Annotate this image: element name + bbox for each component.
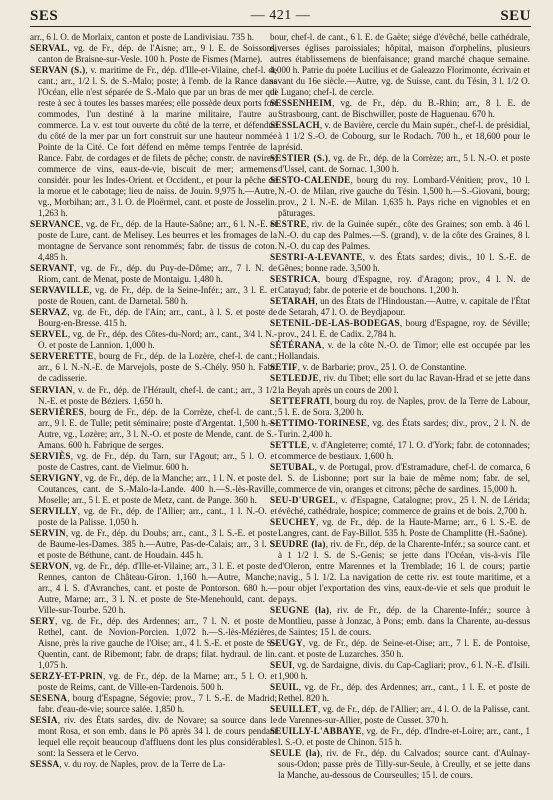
dictionary-entry — [270, 539, 530, 605]
entry-headword: SESSLACH — [270, 120, 320, 131]
entry-text: , vg. de Fr., dép. du Tarn, sur l'Agout; arr., 5 l. O. et poste de Castres, cant. de Vielmur. 600 h. — [38, 450, 277, 472]
entry-text: , riv. du Tibet; elle sort du lac Ravan-Hrad et se jette dans la Beyah après un cours de 200 l. — [278, 373, 530, 395]
dictionary-entry — [270, 495, 530, 517]
entry-text: , riv. de Fr., dép. de la Charente-Infér.; source à Montlieu, passe à Jonzac, à Pons; emb. dans la Charente, au-dessus de Saintes; 15 l. de cours. — [278, 604, 530, 637]
entry-headword: SEUGY — [270, 637, 303, 648]
dictionary-entry — [30, 616, 277, 671]
entry-text: , riv. des États sardes, div. de Novare; sa source dans le mont Rosa, et son emb. dans le Pô après 34 l. de cours pendant lequel elle reçoit beaucoup d'affluens dont les plus considérables sont: la Sessera et le Cervo. — [38, 714, 277, 759]
dictionary-entry — [270, 219, 530, 252]
entry-text: , vg. des États sardes; div., prov., 2 l. N. de Turin. 2,400 h. — [278, 417, 530, 439]
entry-text: , vg. de Fr., dép. de l'Allier; arr., 4 l. O. de la Palisse, cant. de Varennes-sur-Allier, poste de Cusset. 370 h. — [278, 703, 530, 725]
entry-headword: SETLEDJE — [270, 373, 319, 384]
entry-headword: SEUILLET — [270, 703, 318, 714]
entry-text: , riv. de la Guinée supér., côte des Graines; son emb. à 46 l. N.-O. du cap des Palmes.—S. (grand), v. de la côte des Graines, 8 l. N.-O. du cap des Palmes. — [278, 219, 530, 252]
entry-text: , v. des États sardes; divis., 10 l. S.-E. de Gênes; bonne rade. 3,500 h. — [278, 252, 530, 274]
entry-text: , bourg d'Espagne, Ségovie; prov., 7 l. S.-E. de Madrid; fabr. d'eau-de-vie; source salée. 1,850 h. — [38, 692, 277, 714]
entry-text: , v. de Barbarie; prov., 25 l. O. de Constantine. — [297, 362, 467, 373]
entry-headword: SEUILLY-L'ABBAYE — [270, 725, 362, 736]
entry-text: , vg. de Fr., dép. de la Marne; arr., 5 l. O. et poste de Reims, cant. de Ville-en-Tardenois. 500 h. — [38, 670, 277, 692]
entry-text: , un des États de l'Hindoustan.—Autre, v. capitale de l'État de Setarah, 47 l. O. de Beydjapour. — [278, 296, 530, 318]
entry-headword: SEUIL — [270, 681, 299, 692]
entry-text: , vg. de Fr., dép. de l'Allier; arr., cant., 1 l. N.-O. et poste de la Palisse. 1,050 h. — [38, 505, 277, 527]
entry-headword: SERVIÈS — [30, 450, 71, 461]
entry-text: , vg. de Fr., dép. des Ardennes; arr., 7 l. N. et poste de Rethel, cant. de Novion-Porcien. 1,072 h.—S.-lès-Mézières, Aisne, près la rive gauche de l'Oise; arr., 4 l. S.-E. et poste de S.-Quentin, cant. de Ribemont; fabr. de draps; filat. hydraul. de lin. 1,075 h. — [38, 615, 277, 670]
left-column — [30, 32, 277, 790]
page-number: — 421 — — [250, 8, 311, 23]
dictionary-entry — [30, 715, 277, 759]
entry-headword: SERY — [30, 615, 56, 626]
dictionary-entry — [270, 120, 530, 153]
entry-headword: SERVERETTE — [30, 351, 94, 362]
entry-headword: SERVAL — [30, 43, 68, 54]
dictionary-entry — [30, 561, 277, 616]
entry-headword: SERVAN (S.) — [30, 65, 86, 76]
entry-text: , vg. de Fr., dép. de Seine-et-Oise; arr., 7 l. E. de Pontoise, cant. et poste de Luzarches. 350 h. — [278, 637, 530, 659]
running-header — [30, 8, 531, 27]
entry-text: , riv. de Fr., dép. du Calvados; source cant. d'Aulnay-sous-Odon; passe près de Tilly-sur-Seule, à Creully, et se jette dans la Manche, au-dessous de Courseulles; 15 l. de cours. — [278, 748, 530, 781]
entry-text: , bourg du roy. Lombard-Vénitien; prov., 10 l. N.-O. de Milan, rive gauche du Tésin. 1,500 h.—S.-Giovani, bourg; prov., 2 l. N.-E. de Milan. 1,635 h. Pays riche en vignobles et en pâturages. — [278, 175, 530, 219]
dictionary-entry — [270, 340, 530, 362]
dictionary-entry — [270, 274, 530, 296]
entry-text: , riv. de Fr., dép. de la Charente-Infér.; sa source cant. et à 1 1/2 l. S. de S.-Genis; se jette dans l'Océan, vis-à-vis l'île d'Oleron, entre Marennes et la Tremblade; 16 l. de cours; partie navig., 5 l. 1/2. La navigation de cette riv. est toute maritime, et a pour objet l'exportation des vins, eaux-de-vie et sels que produit le pays. — [278, 538, 530, 604]
header-right-keyword: SEU — [500, 8, 531, 24]
entry-text: , vg. de Fr., dép. de l'Ain; arr., cant., à l. S. et poste de Bourg-en-Bresse. 415 h. — [38, 307, 277, 329]
entry-headword: SESENA — [30, 692, 68, 703]
entry-headword: SEUDRE (la) — [270, 538, 326, 549]
dictionary-entry — [270, 396, 530, 418]
dictionary-entry — [270, 98, 530, 120]
entry-headword: SERVON — [30, 560, 70, 571]
entry-headword: SERVIÈRES — [30, 406, 84, 417]
entry-headword: SEULE (la) — [270, 748, 321, 759]
entry-text: , bourg de Fr., dép. de la Corrèze, chef-l. de cant.; arr., 9 l. E. de Tulle; petit séminaire; poste d'Argentat. 1,500 h.—Autre, vg., Lozère; arr., 3 l. N.-O. et poste de Mende, cant. de S.-Amans. 600 h. Fabrique de serges. — [38, 406, 277, 450]
dictionary-entry — [30, 407, 277, 451]
dictionary-entry — [30, 451, 277, 473]
entry-text: , vg. de Fr., dép. d'Indre-et-Loire; arr., cant., 1 l. S.-O. et poste de Chinon. 515 h. — [278, 725, 530, 747]
entry-headword: SERVAZ — [30, 307, 68, 318]
dictionary-entry — [30, 329, 277, 351]
entry-headword: SETENIL-DE-LAS-BODEGAS — [270, 318, 400, 329]
dictionary-entry — [30, 473, 277, 506]
dictionary-entry — [270, 175, 530, 219]
entry-text: , bourg du roy. de Naples, prov. de la Terre de Labour, 5 l. E. de Sora. 3,200 h. — [278, 395, 530, 417]
entry-headword: SÉTÉRANA — [270, 340, 322, 351]
dictionary-entry — [270, 373, 530, 395]
dictionary-entry — [30, 671, 277, 693]
entry-headword: SEUCHEY — [270, 516, 317, 527]
entry-headword: SESIA — [30, 714, 58, 725]
entry-headword: SERZY-ET-PRIN — [30, 670, 103, 681]
entry-headword: SETARAH — [270, 296, 316, 307]
dictionary-entry — [270, 296, 530, 318]
entry-text: , v. de Bavière, cercle du Main supér., chef-l. de présidial, à 1 1/2 S.-O. de Cobourg, sur le Rodach. 700 h., et 18,600 pour le présid. — [278, 120, 530, 153]
entry-headword: SERVIGNY — [30, 472, 81, 483]
entry-text: , vg. de Sardaigne, divis. du Cap-Cagliari; prov., 6 l. N.-E. d'Isili. 1,900 h. — [278, 659, 530, 681]
dictionary-entry — [270, 726, 530, 748]
entry-headword: SETTIMO-TORINESE — [270, 417, 368, 428]
dictionary-entry — [270, 605, 530, 638]
entry-headword: SETUBAL — [270, 461, 315, 472]
entry-headword: SEUI — [270, 659, 293, 670]
dictionary-entry — [270, 462, 530, 495]
dictionary-entry — [270, 318, 530, 340]
dictionary-entry — [270, 704, 530, 726]
dictionary-entry — [270, 153, 530, 175]
header-left-keyword: SES — [30, 8, 59, 24]
entry-headword: SESSA — [30, 759, 60, 770]
dictionary-entry — [30, 219, 277, 263]
entry-text: , v. maritime de Fr., dép. d'Ille-et-Vilaine, chef-l. de cant.; arr., 1/2 l. S. de S.-Malo; poste; à l'emb. de la Rance dans l'Océan, elle n'est séparée de S.-Malo que par un bras de mer qui reste à sec à toutes les basses marées; elle possède deux ports fort commodes, l'un destiné à la marine militaire, l'autre au commerce. La v. est tout ouverte du côté de la terre, et défendue du côté de la mer par un fort construit sur une hauteur nommée Pointe de la Cité. Ce fort défend en même temps l'entrée de la Rance. Fabr. de cordages et de filets de pêche; constr. de navires; commerce de vins, eaux-de-vie, biscuit de mer; armemens considér. pour les Indes-Orient. et Occident., et pour la pêche de la morue et le cabotage; lieu de naiss. de Jouin. 9,975 h.—Autre, vg., Morbihan; arr., 3 l. O. de Ploërmel, cant. et poste de Josselin. 1,263 h. — [38, 65, 277, 219]
entry-text: , bourg d'Espagne, roy. de Séville; prov., 24 l. E. de Cadix. 2,784 h. — [278, 318, 530, 340]
dictionary-entry — [30, 43, 277, 65]
entry-headword: SEUGNE (la) — [270, 604, 330, 615]
dictionary-entry — [30, 263, 277, 285]
entry-headword: SERVIN — [30, 527, 66, 538]
entry-text: , v. de Portugal, prov. d'Estramadure, chef-l. de comarca, 6 l. S. de Lisbonne; port sur la baie de même nom; fabr. de sel, commerce de vin, oranges et citrons; pêche de sardines. 15,000 h. — [278, 461, 530, 494]
entry-headword: SESTIER (S.) — [270, 153, 329, 164]
entry-headword: SESTRE — [270, 219, 307, 230]
entry-headword: SESTRI-A-LEVANTE — [270, 252, 363, 263]
entry-text: , vg. de Fr., dép. des Ardennes; arr., cant., 1 l. E. et poste de Rethel. 820 h. — [278, 681, 530, 703]
dictionary-entry — [30, 506, 277, 528]
entry-text: bour, chef-l. de cant., 6 l. E. de Gaëte; siége d'évêché, belle cathédrale, diverses églises paroissiales; hôpital, maison d'orphelins, plusieurs autres établissemens de bienfaisance; grand marché chaque semaine. 4,000 h. Patrie du poète Lucilius et de Galeazzo Florimonte, écrivain et savant du 16e siècle.—Autre, vg. de Suisse, cant. du Tésin, 3 l. 1/2 O. de Lugano; chef-l. de cercle. — [270, 32, 530, 98]
entry-text: , bourg de Fr., dép. de la Lozère, chef-l. de cant.; arr., 6 l. N.-N.-E. de Marvejols, poste de S.-Chély. 950 h. Fabr. de cadisserie. — [38, 351, 277, 384]
right-column — [270, 32, 530, 790]
entry-text: , v. de Fr., dép. de l'Hérault, chef-l. de cant.; arr., 3 1/2 N.-E. et poste de Béziers. 1,650 h. — [38, 384, 277, 406]
dictionary-entry — [30, 307, 277, 329]
entry-headword: SETTLE — [270, 439, 308, 450]
entry-headword: SERVEL — [30, 329, 68, 340]
entry-text: , vg. de Fr., dép. de la Manche; arr., 1 l. N. et poste de Coutances, cant. de S.-Malo-la-Lande. 400 h.—S.-lès-Raville, Moselle; arr., 5 l. E. et poste de Metz, cant. de Pange. 360 h. — [38, 472, 277, 505]
entry-headword: SERVILLY — [30, 505, 78, 516]
entry-text: , vg. de Fr., dép. du B.-Rhin; arr., 8 l. E. de Strasbourg, cant. de Bischwiller, poste de Haguenau. 670 h. — [278, 98, 530, 120]
entry-text: arr., 6 l. O. de Morlaix, canton et poste de Landivisiau. 735 h. — [30, 32, 255, 42]
entry-headword: SETTEFRATI — [270, 395, 330, 406]
dictionary-entry — [270, 362, 530, 373]
entry-headword: SESTO-CALENDE — [270, 175, 351, 186]
dictionary-entry — [30, 285, 277, 307]
entry-text: , vg. de Fr., dép. d'Ille-et-Vilaine; arr., 3 l. E. et poste de Rennes, canton de Château-Giron. 1,160 h.—Autre, Manche; arr., 4 l. S. d'Avranches, cant. et poste de Pontorson. 680 h.—Autre, Marne; arr., 3 l. N. et poste de Ste-Menehould, cant. de Ville-sur-Tourbe. 520 h. — [38, 560, 277, 615]
entry-headword: SEU-D'URGEL — [270, 494, 336, 505]
entry-text: , vg. de Fr., dép. de la Haute-Marne; arr., 6 l. S.-E. de Langres, cant. de Fay-Billot. 535 h. Poste de Champlitte (H.-Saône). — [278, 516, 530, 538]
entry-text: , vg. de Fr., dép. du Puy-de-Dôme; arr., 7 l. N. de Riom, cant. de Menat, poste de Montaigu. 1,480 h. — [38, 263, 277, 285]
entry-headword: SERVANT — [30, 263, 75, 274]
entry-headword: SERVAVILLE — [30, 285, 90, 296]
entry-headword: SERVIAN — [30, 384, 73, 395]
dictionary-entry — [270, 748, 530, 781]
dictionary-entry — [30, 693, 277, 715]
entry-text: , v. d'Espagne, Catalogne; prov., 25 l. N. de Lérida; évêché, cathédrale, hospice; commerce de grains et de bois. 2,700 h. — [278, 494, 530, 516]
dictionary-entry — [30, 528, 277, 561]
entry-text: , vg. de Fr., dép. des Côtes-du-Nord; arr., cant., 3/4 l. N.-O. et poste de Lannion. 1,000 h. — [38, 329, 277, 351]
entry-headword: SESSENHEIM — [270, 98, 333, 109]
entry-text: , vg. de Fr., dép. de la Corrèze; arr., 5 l. N.-O. et poste d'Ussel, cant. de Sornac. 1,300 h. — [278, 153, 530, 175]
dictionary-entry — [30, 759, 277, 770]
dictionary-entry — [270, 252, 530, 274]
dictionary-entry — [270, 418, 530, 440]
dictionary-entry — [270, 682, 530, 704]
entry-text: , bourg d'Espagne, roy. d'Aragon; prov., 4 l. N. de Catayud; fabr. de poterie et de bouchons. 1,200 h. — [278, 274, 530, 296]
dictionary-entry — [30, 32, 277, 43]
dictionary-entry — [270, 660, 530, 682]
dictionary-entry — [270, 440, 530, 462]
entry-text: , v. de la côte N.-O. de Timor; elle est occupée par les Hollandais. — [278, 340, 530, 362]
dictionary-entry — [30, 65, 277, 219]
dictionary-entry — [30, 351, 277, 384]
dictionary-entry — [30, 385, 277, 407]
dictionary-entry — [270, 638, 530, 660]
entry-text: , vg. de Fr., dép. de la Haute-Saône; arr., 6 l. N.-E. et poste de Lure, cant. de Melisey. Les beurres et les fromages de la montagne de Servance sont renommés; fabr. de tissus de coton. 4,485 h. — [38, 219, 277, 263]
entry-headword: SETIF — [270, 362, 298, 373]
entry-text: , vg. de Fr., dép. de l'Aisne; arr., 9 l. E. de Soissons, canton de Braisne-sur-Vesle. 100 h. Poste de Fismes (Marne). — [38, 43, 277, 65]
entry-text: , v. du roy. de Naples, prov. de la Terre de La- — [59, 759, 226, 770]
entry-text: , vg. de Fr., dép. du Doubs; arr., cant., 3 l. S.-E. et poste de Baume-les-Dames. 385 h.—Autre, Pas-de-Calais; arr., 3 l. S. et poste de Béthune, cant. de Houdain. 445 h. — [38, 527, 277, 560]
dictionary-entry — [270, 517, 530, 539]
entry-text: , vg. de Fr., dép. de la Seine-Infér.; arr., 3 l. E. et poste de Rouen, cant. de Darnetal. 580 h. — [38, 285, 277, 307]
dictionary-entry — [270, 32, 530, 98]
entry-text: , v. d'Angleterre; comté, 17 l. O. d'York; fabr. de cotonnades; commerce de bestiaux. 1,600 h. — [278, 439, 530, 461]
entry-headword: SESTRICA — [270, 274, 318, 285]
entry-headword: SERVANCE — [30, 219, 81, 230]
